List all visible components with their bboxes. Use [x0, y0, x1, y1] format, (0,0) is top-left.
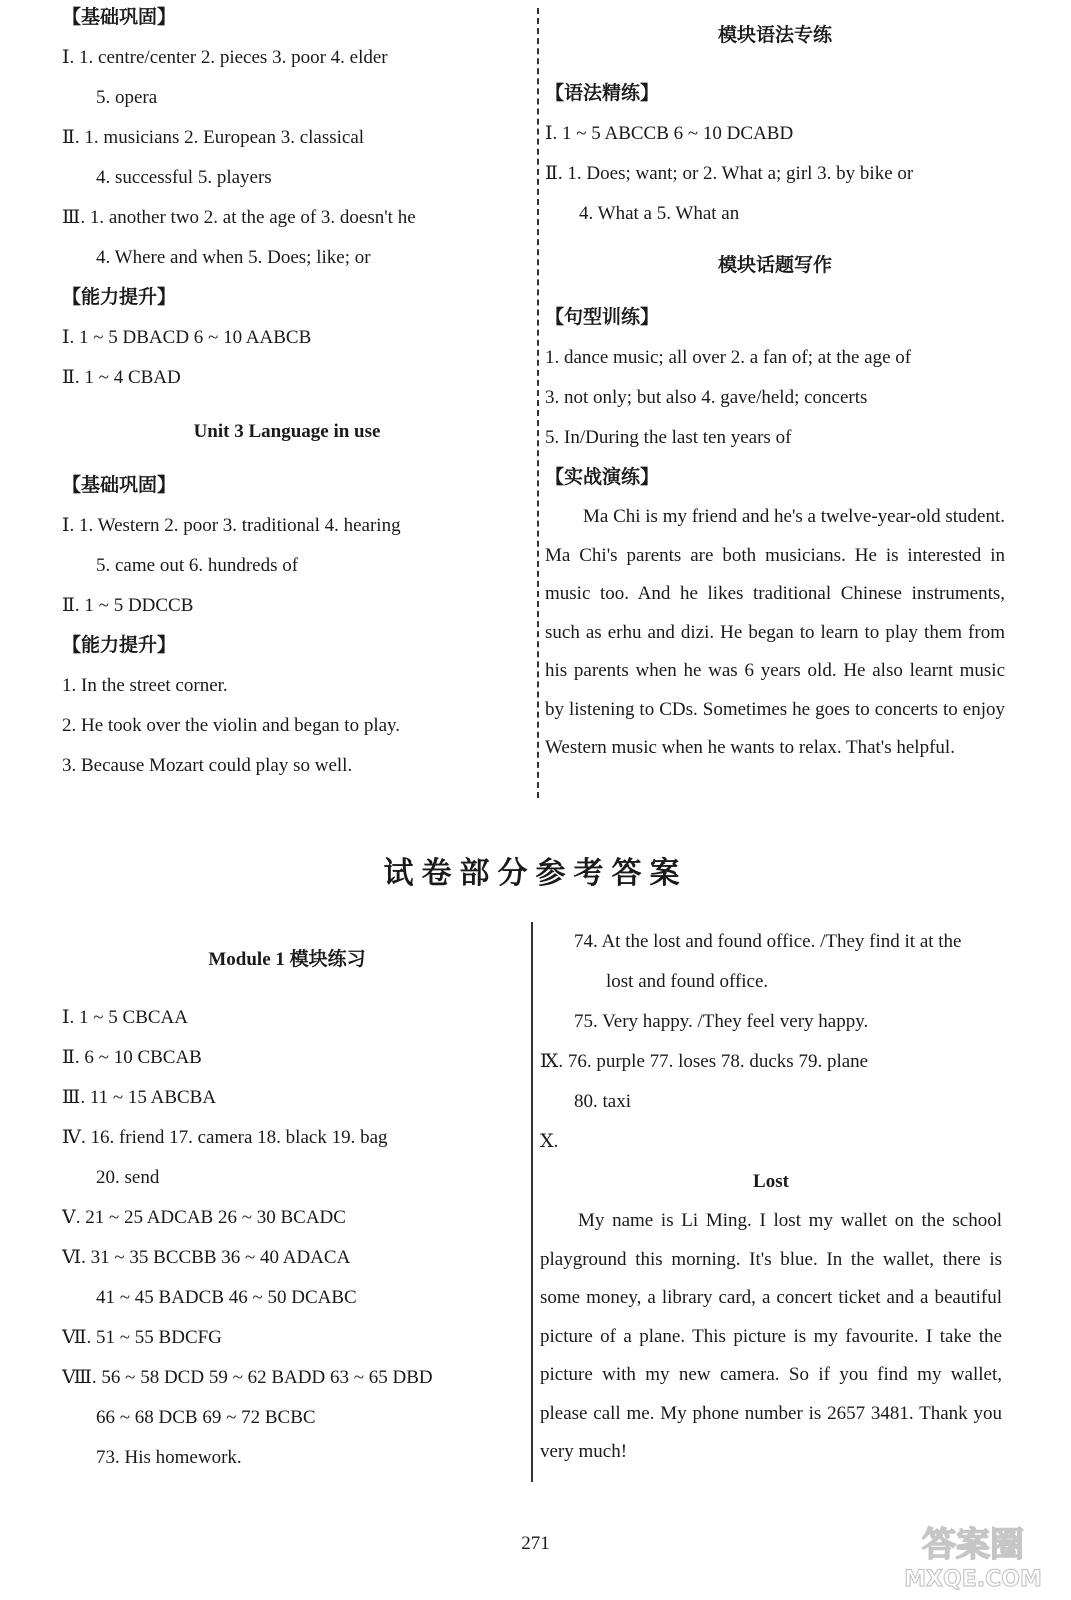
- answer-line: 4. successful 5. players: [96, 167, 272, 188]
- section-heading: 【能力提升】: [62, 287, 177, 308]
- top-left-column: [62, 0, 512, 786]
- answer-line: 5. In/During the last ten years of: [545, 427, 792, 448]
- answer-line: Ⅳ. 16. friend 17. camera 18. black 19. bag: [62, 1127, 388, 1148]
- answer-line: Ⅵ. 31 ~ 35 BCCBB 36 ~ 40 ADACA: [62, 1247, 351, 1268]
- answer-line: Ⅶ. 51 ~ 55 BDCFG: [62, 1327, 222, 1348]
- writing-title: 模块话题写作: [717, 255, 832, 276]
- answer-line: 80. taxi: [574, 1091, 631, 1112]
- answer-line: 3. not only; but also 4. gave/held; concerts: [545, 387, 868, 408]
- answer-line: Ⅱ. 6 ~ 10 CBCAB: [62, 1047, 202, 1068]
- answer-line: 4. What a 5. What an: [579, 203, 740, 224]
- unit-title: Unit 3 Language in use: [193, 421, 381, 442]
- answer-line: Ⅱ. 1. musicians 2. European 3. classical: [62, 127, 365, 148]
- answer-line: 2. He took over the violin and began to play.: [62, 715, 401, 736]
- answer-line: Ⅱ. 1 ~ 5 DDCCB: [62, 595, 194, 616]
- section-heading: 【基础巩固】: [62, 7, 177, 28]
- answer-line: Ⅱ. 1 ~ 4 CBAD: [62, 367, 181, 388]
- answer-line: Ⅲ. 1. another two 2. at the age of 3. doesn't he: [62, 207, 416, 228]
- bottom-left-column: [62, 940, 512, 1478]
- svg-text:MXQE.COM: MXQE.COM: [904, 1567, 1042, 1592]
- bottom-right-column: [540, 922, 1002, 1472]
- answer-line: Ⅲ. 11 ~ 15 ABCBA: [62, 1087, 217, 1108]
- answer-line: Ⅸ. 76. purple 77. loses 78. ducks 79. plane: [540, 1051, 869, 1072]
- answer-line: Ⅴ. 21 ~ 25 ADCAB 26 ~ 30 BCADC: [62, 1207, 346, 1228]
- answer-line: 66 ~ 68 DCB 69 ~ 72 BCBC: [96, 1407, 316, 1428]
- module-title: Module 1 模块练习: [208, 949, 366, 970]
- essay-paragraph: Ma Chi is my friend and he's a twelve-year-old student. Ma Chi's parents are both musicians. He is interested in music too. And he likes traditional Chinese instruments, such as erhu and dizi. He began to learn to play them from his parents when he was 6 years old. He also learnt music by listening to CDs. Sometimes he goes to concerts to enjoy Western music when he wants to relax. That's helpful.: [545, 506, 1005, 758]
- answer-line: Ⅷ. 56 ~ 58 DCD 59 ~ 62 BADD 63 ~ 65 DBD: [62, 1367, 433, 1388]
- answer-line: 4. Where and when 5. Does; like; or: [96, 247, 371, 268]
- answer-line: 1. dance music; all over 2. a fan of; at the age of: [545, 347, 912, 368]
- section-heading: 【基础巩固】: [62, 475, 177, 496]
- svg-text:答案圈: 答案圈: [922, 1525, 1024, 1565]
- section-heading: 【实战演练】: [545, 467, 660, 488]
- answer-line: Ⅰ. 1. centre/center 2. pieces 3. poor 4. elder: [62, 47, 388, 68]
- top-right-column: [545, 16, 1005, 768]
- answer-line: Ⅹ.: [540, 1131, 559, 1152]
- main-title: 试卷部分参考答案: [383, 856, 688, 891]
- section-heading: 【句型训练】: [545, 307, 660, 328]
- essay-paragraph: My name is Li Ming. I lost my wallet on the school playground this morning. It's blue. In the wallet, there is some money, a library card, a concert ticket and a beautiful picture of a plane. This picture is my favourite. I take the picture with my new camera. So if you find my wallet, please call me. My phone number is 2657 3481. Thank you very much!: [540, 1210, 1002, 1462]
- page-number: 271: [521, 1533, 550, 1554]
- answer-line: Ⅰ. 1 ~ 5 ABCCB 6 ~ 10 DCABD: [545, 123, 794, 144]
- answer-line: Ⅱ. 1. Does; want; or 2. What a; girl 3. by bike or: [545, 163, 914, 184]
- column-divider: [537, 8, 539, 798]
- watermark-logo: [883, 1514, 1063, 1594]
- answer-line: 75. Very happy. /They feel very happy.: [574, 1011, 869, 1032]
- answer-line: Ⅰ. 1 ~ 5 DBACD 6 ~ 10 AABCB: [62, 327, 312, 348]
- answer-line: 20. send: [96, 1167, 160, 1188]
- grammar-title: 模块语法专练: [717, 25, 832, 46]
- answer-line: 41 ~ 45 BADCB 46 ~ 50 DCABC: [96, 1287, 357, 1308]
- section-heading: 【能力提升】: [62, 635, 177, 656]
- answer-line: 1. In the street corner.: [62, 675, 228, 696]
- answer-line: 5. opera: [96, 87, 158, 108]
- essay-title: Lost: [753, 1171, 789, 1192]
- section-heading: 【语法精练】: [545, 83, 660, 104]
- column-divider: [531, 922, 533, 1482]
- answer-line: 5. came out 6. hundreds of: [96, 555, 299, 576]
- answer-line: 3. Because Mozart could play so well.: [62, 755, 353, 776]
- answer-line: 74. At the lost and found office. /They find it at the: [574, 931, 962, 952]
- answer-line: 73. His homework.: [96, 1447, 242, 1468]
- answer-line: Ⅰ. 1 ~ 5 CBCAA: [62, 1007, 188, 1028]
- answer-line: Ⅰ. 1. Western 2. poor 3. traditional 4. hearing: [62, 515, 401, 536]
- answer-line: lost and found office.: [606, 971, 769, 992]
